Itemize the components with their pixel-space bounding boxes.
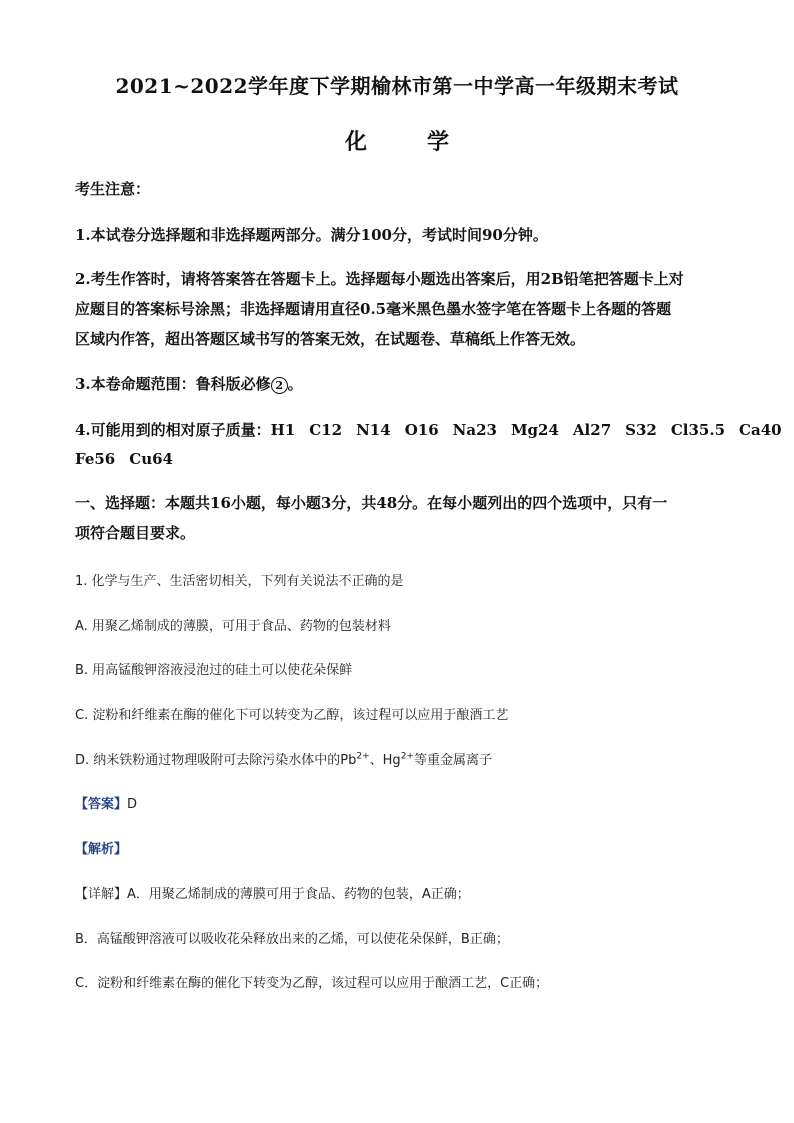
notice-item-4-line-2 bbox=[75, 450, 725, 468]
detail-line-c: C．淀粉和纤维素在酶的催化下转变为乙醇，该过程可以应用于酿酒工艺，C正确； bbox=[75, 976, 549, 991]
option-d-text: 等重金属离子 bbox=[413, 753, 492, 768]
subject-title bbox=[0, 125, 794, 156]
charge-superscript: 2+ bbox=[356, 751, 370, 762]
subject-char-1: 化 bbox=[344, 129, 367, 155]
exam-title: 2021~2022学年度下学期榆林市第一中学高一年级期末考试 bbox=[115, 74, 679, 98]
atomic-mass: Cu64 bbox=[129, 450, 173, 468]
question-1-stem: 1. 化学与生产、生活密切相关，下列有关说法不正确的是 bbox=[75, 574, 404, 589]
detail-tag: 【详解】 bbox=[75, 887, 128, 902]
question-1-option-a: A. 用聚乙烯制成的薄膜，可用于食品、药物的包装材料 bbox=[75, 619, 391, 634]
notice-heading: 考生注意： bbox=[75, 180, 151, 198]
analysis-tag: 【解析】 bbox=[75, 842, 128, 857]
notice-item-1: 1.本试卷分选择题和非选择题两部分。满分100分，考试时间90分钟。 bbox=[75, 226, 548, 244]
atomic-mass: O16 bbox=[404, 421, 439, 439]
question-1-option-b: B. 用高锰酸钾溶液浸泡过的硅土可以使花朵保鲜 bbox=[75, 663, 353, 678]
atomic-mass: Cl35.5 bbox=[670, 421, 726, 439]
atomic-mass: Mg24 bbox=[510, 421, 559, 439]
option-d-text: D. 纳米铁粉通过物理吸附可去除污染水体中的Pb bbox=[75, 753, 357, 768]
answer-value: D bbox=[127, 797, 138, 812]
answer-line bbox=[75, 793, 725, 812]
detail-line-a bbox=[75, 883, 725, 902]
notice-item-3-line-3: 区域内作答，超出答题区域书写的答案无效，在试题卷、草稿纸上作答无效。 bbox=[75, 330, 586, 348]
analysis-line bbox=[75, 838, 725, 857]
subject-char-2: 学 bbox=[427, 129, 450, 155]
atomic-mass: S32 bbox=[625, 421, 657, 439]
section-1-heading-line-2: 项符合题目要求。 bbox=[75, 524, 196, 542]
notice-item-3-end: 。 bbox=[287, 375, 303, 393]
notice-item-3 bbox=[75, 373, 725, 394]
notice-item-3-text: 3.本卷命题范围：鲁科版必修 bbox=[75, 375, 271, 393]
notice-item-2-line-1: 2.考生作答时，请将答案答在答题卡上。选择题每小题选出答案后，用2B铅笔把答题卡上对 bbox=[75, 270, 684, 288]
section-1-heading-line-1: 一、选择题：本题共16小题，每小题3分，共48分。在每小题列出的四个选项中，只有一 bbox=[75, 494, 668, 512]
atomic-mass: Al27 bbox=[572, 421, 612, 439]
atomic-mass: Fe56 bbox=[75, 450, 116, 468]
atomic-mass: H1 bbox=[270, 421, 296, 439]
atomic-mass: Ca40 bbox=[739, 421, 782, 439]
charge-superscript: 2+ bbox=[400, 751, 414, 762]
detail-line-b: B．高锰酸钾溶液可以吸收花朵释放出来的乙烯，可以使花朵保鲜，B正确； bbox=[75, 932, 509, 947]
circled-number: 2 bbox=[271, 377, 288, 394]
question-1-option-c: C. 淀粉和纤维素在酶的催化下可以转变为乙醇，该过程可以应用于酿酒工艺 bbox=[75, 708, 509, 723]
notice-item-2-line-2: 应题目的答案标号涂黑；非选择题请用直径0.5毫米黑色墨水签字笔在答题卡上各题的答题 bbox=[75, 300, 672, 318]
question-1-option-d bbox=[75, 749, 725, 768]
option-d-text: 、Hg bbox=[369, 753, 401, 768]
answer-tag: 【答案】 bbox=[75, 797, 128, 812]
atomic-mass: C12 bbox=[309, 421, 343, 439]
detail-a-text: A．用聚乙烯制成的薄膜可用于食品、药物的包装，A正确； bbox=[127, 887, 470, 902]
atomic-mass-label: 4.可能用到的相对原子质量： bbox=[75, 421, 271, 439]
atomic-mass: N14 bbox=[356, 421, 391, 439]
notice-item-4-line-1 bbox=[75, 419, 782, 440]
atomic-mass: Na23 bbox=[452, 421, 497, 439]
